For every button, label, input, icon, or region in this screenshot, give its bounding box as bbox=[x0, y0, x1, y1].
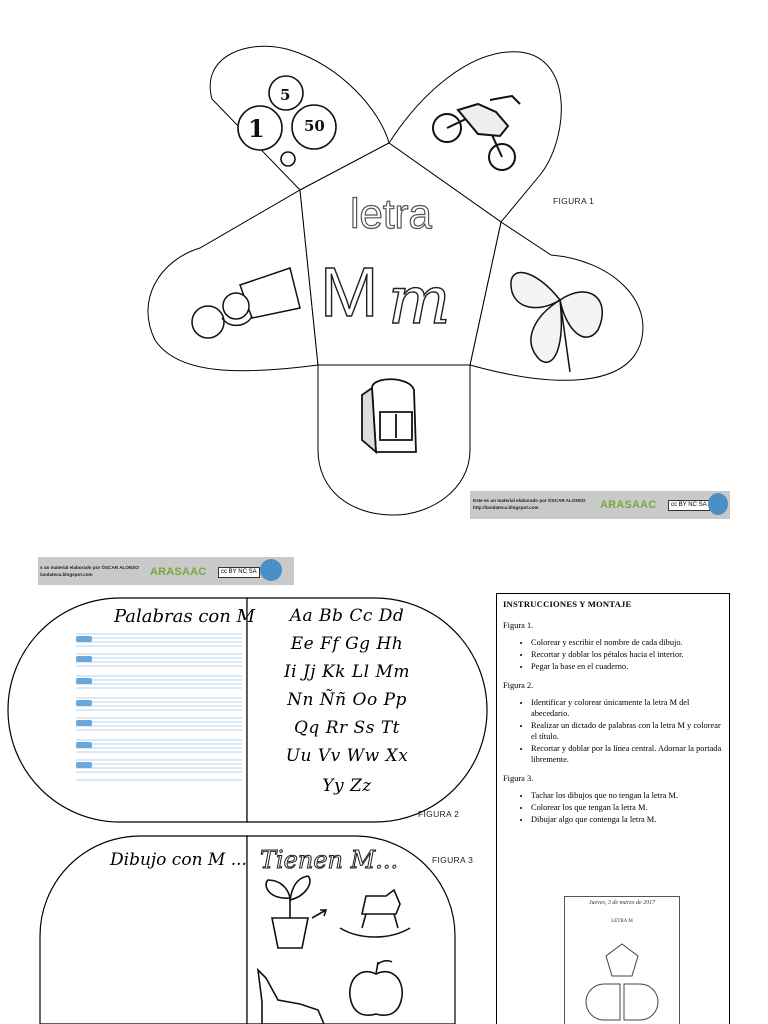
palabras-con-m-title: Palabras con M bbox=[114, 606, 256, 627]
credit-author-cut: s un material elaborado por ÓSCAR ALONSO bbox=[40, 565, 139, 570]
arasaac-logo: ARASAAC bbox=[150, 566, 207, 578]
list-item: • Dibujar algo que contenga la letra M. bbox=[531, 814, 723, 825]
list-item: • Realizar un dictado de palabras con la letra M y colorear el título. bbox=[531, 720, 723, 742]
instructions-figure1-list bbox=[503, 637, 723, 672]
cc-license-badge: cc BY NC SA bbox=[668, 500, 710, 511]
alphabet-line-3: Ii Jj Kk Ll Mm bbox=[283, 662, 411, 682]
mini-example-date: Jueves, 3 de marzo de 2017 bbox=[588, 900, 656, 906]
tandateca-logo bbox=[708, 493, 728, 515]
arasaac-logo: ARASAAC bbox=[600, 499, 657, 511]
tandateca-logo bbox=[260, 559, 282, 581]
mini-example-card bbox=[564, 896, 680, 1024]
list-item: • Recortar y doblar por la línea central. Adornar la portada libremente. bbox=[531, 743, 723, 765]
mini-example-title: LETRA M bbox=[611, 919, 633, 924]
dibujo-con-m-title: Dibujo con M ... bbox=[110, 850, 247, 870]
credit-banner-middle bbox=[38, 557, 294, 585]
list-item: • Colorear los que tengan la letra M. bbox=[531, 802, 723, 813]
svg-text:50: 50 bbox=[304, 117, 325, 135]
credit-url-cut: /andateca.blogspot.com bbox=[40, 572, 93, 577]
list-item: • Pegar la base en el cuaderno. bbox=[531, 661, 723, 672]
letra-title: letra bbox=[350, 190, 432, 237]
alphabet-line-6: Uu Vv Ww Xx bbox=[285, 746, 409, 766]
list-item: • Tachar los dibujos que no tengan la letra M. bbox=[531, 790, 723, 801]
alphabet-line-4: Nn Ññ Oo Pp bbox=[287, 690, 407, 710]
figure-1-label: FIGURA 1 bbox=[553, 196, 595, 206]
svg-text:1: 1 bbox=[248, 114, 265, 143]
list-item: • Colorear y escribir el nombre de cada dibujo. bbox=[531, 637, 723, 648]
instructions-heading: INSTRUCCIONES Y MONTAJE bbox=[503, 599, 632, 609]
uppercase-m: M bbox=[320, 253, 379, 331]
lowercase-m: m bbox=[388, 262, 451, 339]
instructions-figure3-list bbox=[503, 790, 723, 825]
credit-author: Este es un material elaborado por ÓSCAR ALONSO bbox=[473, 498, 586, 503]
list-item: • Recortar y doblar los pétalos hacia el interior. bbox=[531, 649, 723, 660]
alphabet-line-2: Ee Ff Gg Hh bbox=[290, 634, 404, 654]
list-item: • Identificar y colorear únicamente la letra M del abecedario. bbox=[531, 697, 723, 719]
svg-text:5: 5 bbox=[280, 86, 291, 104]
figure-3-label: FIGURA 3 bbox=[432, 855, 474, 865]
credit-banner-top bbox=[470, 491, 730, 519]
tienen-m-title: Tienen M... bbox=[260, 846, 399, 874]
alphabet-line-1: Aa Bb Cc Dd bbox=[289, 606, 405, 626]
instructions-figure1-label: Figura 1. bbox=[503, 621, 534, 630]
alphabet-line-5: Qq Rr Ss Tt bbox=[294, 718, 400, 738]
backpack-icon bbox=[362, 379, 416, 452]
instructions-figure2-list bbox=[503, 697, 723, 765]
instructions-figure2-label: Figura 2. bbox=[503, 681, 534, 690]
instructions-figure3-label: Figura 3. bbox=[503, 774, 534, 783]
figure-2-label: FIGURA 2 bbox=[418, 809, 460, 819]
alphabet-line-7: Yy Zz bbox=[322, 776, 372, 796]
credit-url: http://tandateca.blogspot.com bbox=[473, 505, 539, 510]
cc-license-badge: cc BY NC SA bbox=[218, 567, 260, 578]
